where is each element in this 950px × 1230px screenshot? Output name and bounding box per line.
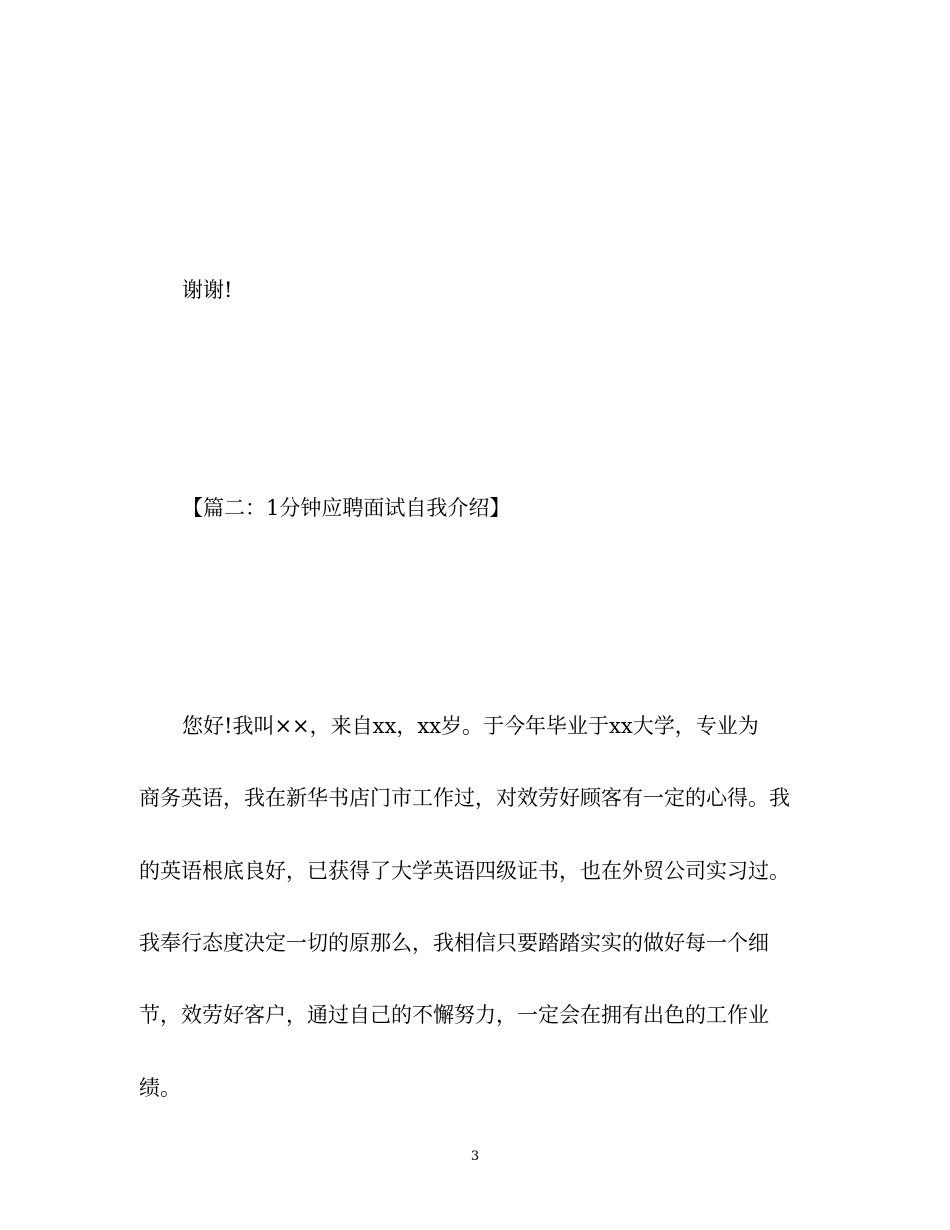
body-line: 的英语根底良好，已获得了大学英语四级证书，也在外贸公司实习过。 <box>139 859 790 883</box>
body-line: 我奉行态度决定一切的原那么，我相信只要踏踏实实的做好每一个细 <box>139 931 769 955</box>
body-line: 节，效劳好客户，通过自己的不懈努力，一定会在拥有出色的工作业 <box>139 1003 769 1027</box>
closing-thanks: 谢谢! <box>182 278 233 302</box>
section-heading: 【篇二：1分钟应聘面试自我介绍】 <box>182 496 511 520</box>
body-line: 商务英语，我在新华书店门市工作过，对效劳好顾客有一定的心得。我 <box>139 786 790 810</box>
page-number: 3 <box>470 1149 480 1164</box>
body-line: 绩。 <box>139 1076 181 1100</box>
body-line: 您好!我叫××，来自xx，xx岁。于今年毕业于xx大学，专业为 <box>182 714 759 738</box>
